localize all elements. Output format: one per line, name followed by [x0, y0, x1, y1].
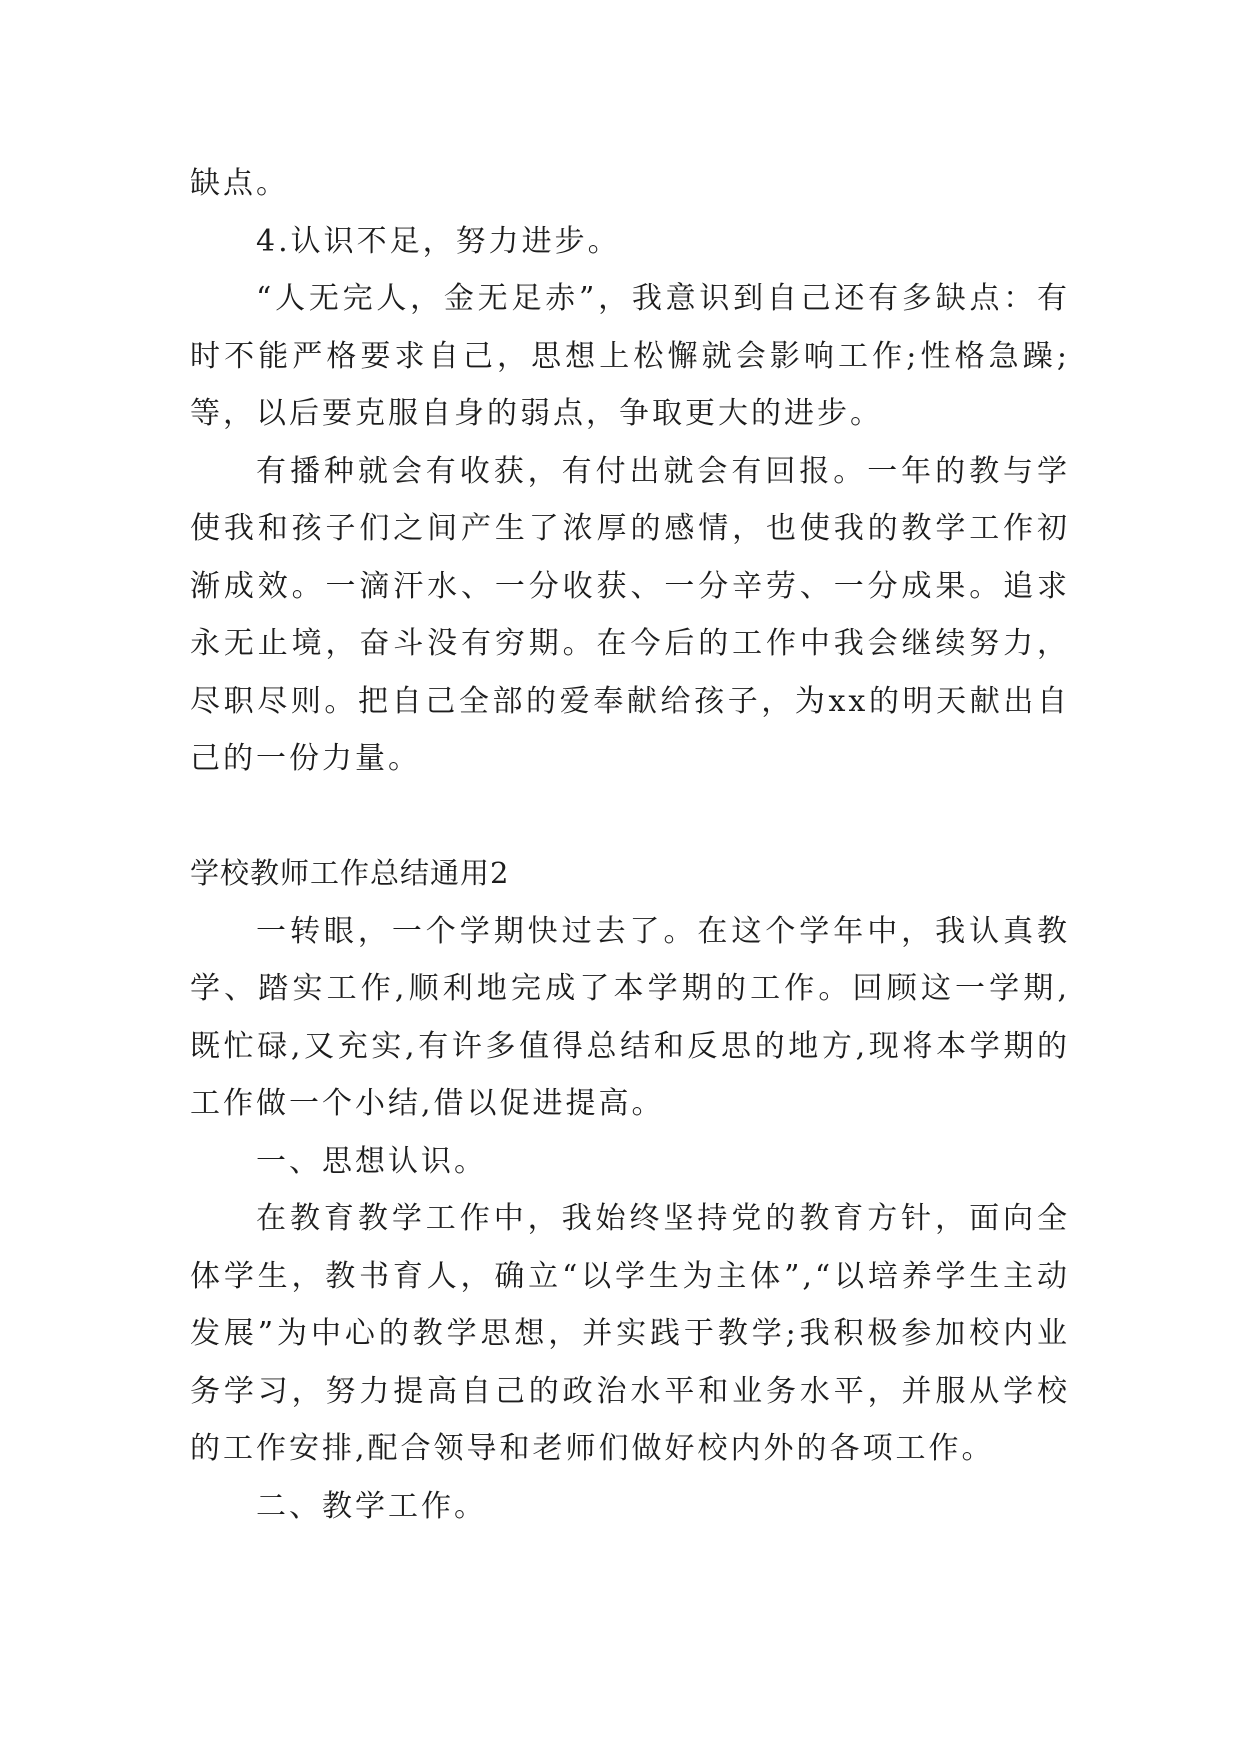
- closing-paragraph: 有播种就会有收获，有付出就会有回报。一年的教与学使我和孩子们之间产生了浓厚的感情，也使我的教学工作初渐成效。一滴汗水、一分收获、一分辛劳、一分成果。追求永无止境，奋斗没有穷期。在今后的工作中我会继续努力，尽职尽则。把自己全部的爱奉献给孩子，为xx的明天献出自己的一份力量。: [190, 453, 1070, 776]
- point-4-body: “人无完人，金无足赤”，我意识到自己还有多缺点：有时不能严格要求自己，思想上松懈就会影响工作;性格急躁;等，以后要克服自身的弱点，争取更大的进步。: [190, 281, 1070, 431]
- paragraph-continuation: 缺点。: [190, 166, 289, 201]
- intro-paragraph: 一转眼，一个学期快过去了。在这个学年中，我认真教学、踏实工作,顺利地完成了本学期的工作。回顾这一学期,既忙碌,又充实,有许多值得总结和反思的地方,现将本学期的工作做一个小结,借以促进提高。: [190, 913, 1070, 1121]
- document-body: [190, 155, 1070, 1535]
- part-1-body: 在教育教学工作中，我始终坚持党的教育方针，面向全体学生，教书育人，确立“以学生为主体”,“以培养学生主动发展”为中心的教学思想，并实践于教学;我积极参加校内业务学习，努力提高自己的政治水平和业务水平，并服从学校的工作安排,配合领导和老师们做好校内外的各项工作。: [190, 1201, 1070, 1466]
- part-2-heading: 二、教学工作。: [256, 1488, 487, 1524]
- part-1-heading: 一、思想认识。: [256, 1143, 487, 1179]
- section-title: 学校教师工作总结通用2: [190, 856, 510, 890]
- point-4-heading: 4.认识不足，努力进步。: [256, 223, 621, 259]
